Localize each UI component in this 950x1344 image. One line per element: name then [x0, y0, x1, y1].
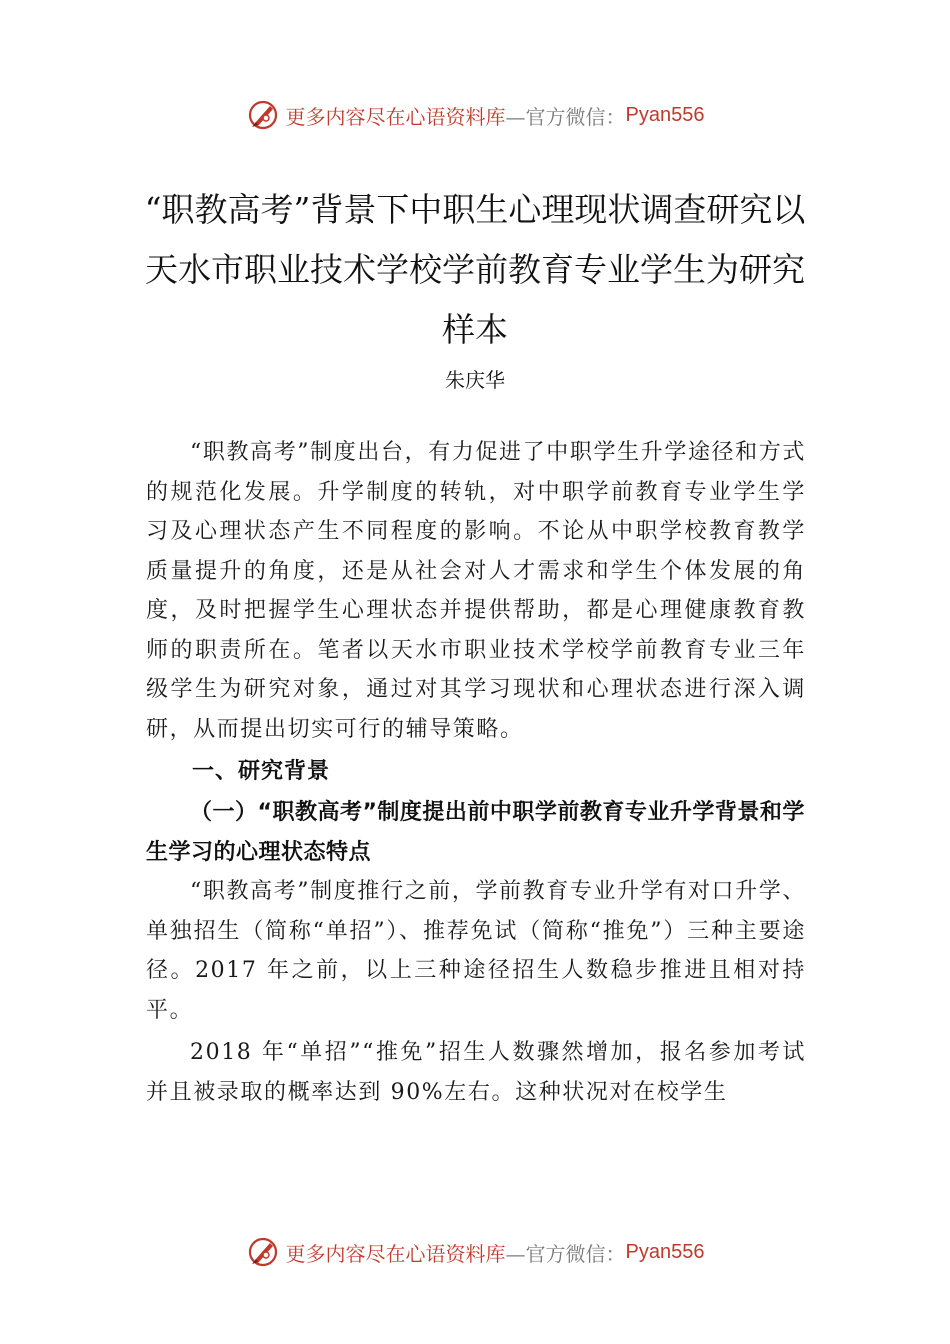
- intro-paragraph: [146, 433, 806, 749]
- pen-circle-icon: [246, 1235, 280, 1269]
- banner-wechat-label: —官方微信：: [505, 104, 626, 129]
- body-paragraph: [146, 1033, 806, 1112]
- paragraph-text: “职教高考”制度出台，有力促进了中职学生升学途径和方式的规范化发展。升学制度的转轨，对中职学前教育专业学生学习及心理状态产生不同程度的影响。不论从中职学校教育教学质量提升的角度，还是从社会对人才需求和学生个体发展的角度，及时把握学生心理状态并提供帮助，都是心理健康教育教师的职责所在。笔者以天水市职业技术学校学前教育专业三年级学生为研究对象，通过对其学习现状和心理状态进行深入调研，从而提出切实可行的辅导策略。: [146, 440, 806, 742]
- pen-circle-icon: [246, 98, 280, 132]
- body-paragraph: [146, 872, 806, 1030]
- paragraph-text: “职教高考”制度推行之前，学前教育专业升学有对口升学、单独招生（简称“单招”）、推荐免试（简称“推免”）三种主要途径。2017 年之前，以上三种途径招生人数稳步推进且相对持平。: [146, 879, 806, 1023]
- banner-wechat-id: Pyan556: [625, 103, 705, 126]
- section-heading: 一、研究背景: [192, 759, 331, 784]
- banner-wechat-id: Pyan556: [625, 1240, 705, 1263]
- banner-library-text: 更多内容尽在心语资料库: [285, 1241, 506, 1266]
- banner-library-text: 更多内容尽在心语资料库: [285, 104, 506, 129]
- document-author: 朱庆华: [445, 368, 505, 392]
- subsection-heading: （一）“职教高考”制度提出前中职学前教育专业升学背景和学生学习的心理状态特点: [146, 800, 805, 865]
- paragraph-text: 2018 年“单招”“推免”招生人数骤然增加，报名参加考试并且被录取的概率达到 90%左右。这种状况对在校学生: [146, 1040, 806, 1105]
- document-title: “职教高考”背景下中职生心理现状调查研究以天水市职业技术学校学前教育专业学生为研究样本: [144, 190, 806, 349]
- banner-wechat-label: —官方微信：: [505, 1241, 626, 1266]
- top-banner: [0, 93, 950, 137]
- bottom-banner: [0, 1230, 950, 1274]
